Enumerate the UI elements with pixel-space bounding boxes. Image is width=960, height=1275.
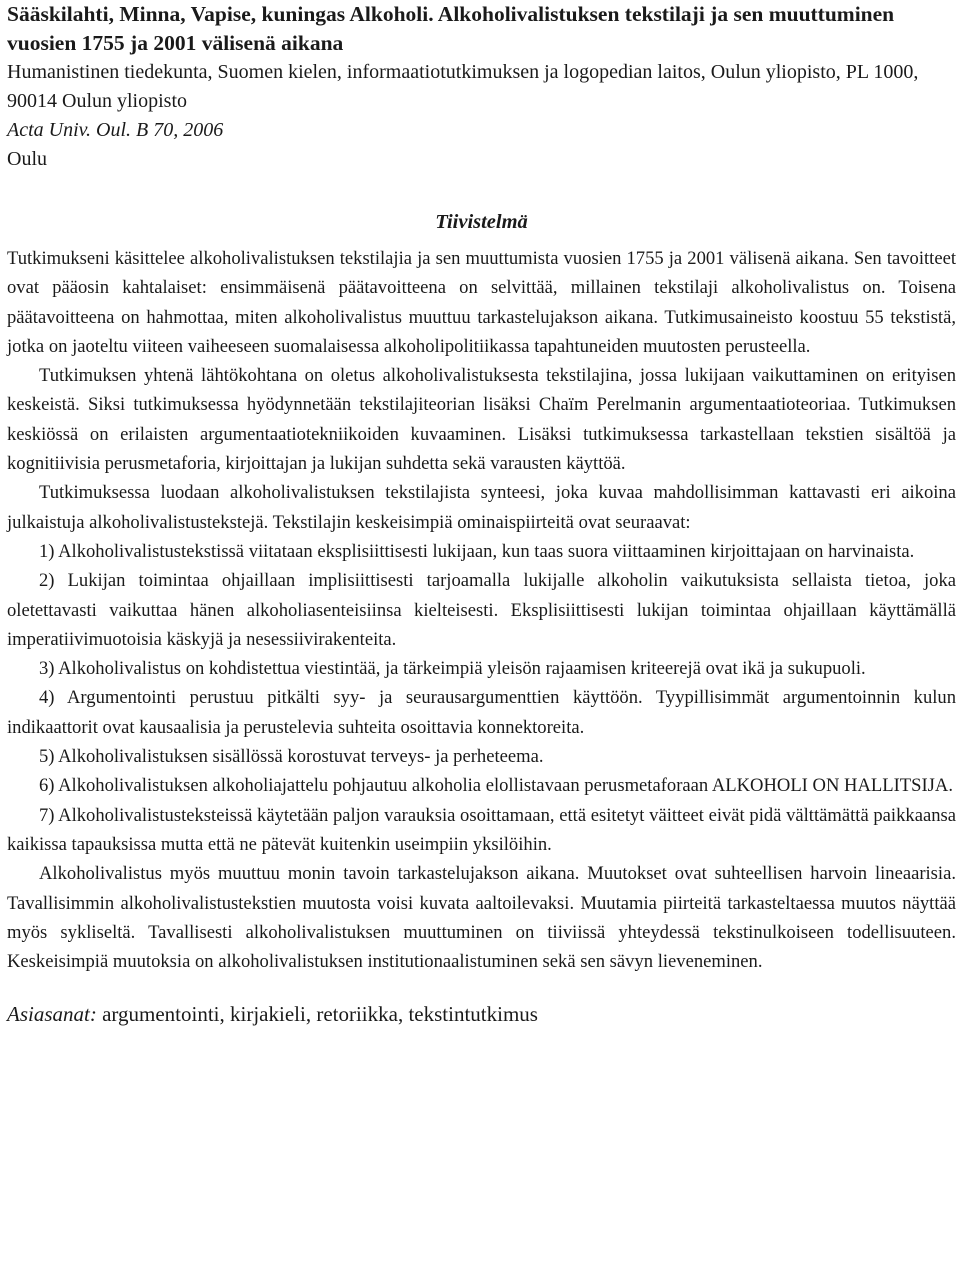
abstract-paragraph-final: Alkoholivalistus myös muuttuu monin tavoin tarkastelujakson aikana. Muutokset ovat suhteellisen harvoin lineaarisia. Tavallisimmin alkoholivalistustekstien muutosta voisi kuvata aaltoilevaksi. Muutamia piirteitä tarkasteltaessa muutos näyttää myös sykliseltä. Tavallisesti alkoholivalistuksen muuttuminen on tiiviissä yhteydessä tekstinulkoiseen todellisuuteen. Keskeisimpiä muutoksia on alkoholivalistuksen institutionaalistuminen sekä sen sävyn lieveneminen.: [7, 863, 956, 973]
feature-item-2: 2) Lukijan toimintaa ohjaillaan implisiittisesti tarjoamalla lukijalle alkoholin vaikutuksista sellaista tietoa, joka oletettavasti vaikuttaa hänen alkoholiasenteisiinsa kielteisesti. Eksplisiittisesti lukijan toimintaa ohjaillaan käyttämällä imperatiivimuotoisia käskyjä ja nesessiivirakenteita.: [7, 570, 956, 650]
abstract-body: [7, 244, 956, 976]
feature-item-1: 1) Alkoholivalistustekstissä viitataan eksplisiittisesti lukijaan, kun taas suora viittaaminen kirjoittajaan on harvinaista.: [39, 540, 915, 562]
publication-place: Oulu: [7, 148, 47, 170]
series-citation: Acta Univ. Oul. B 70, 2006: [7, 119, 224, 141]
feature-item-6: 6) Alkoholivalistuksen alkoholiajattelu pohjautuu alkoholia elollistavaan perusmetaforaan ALKOHOLI ON HALLITSIJA.: [39, 775, 953, 797]
document-title: Sääskilahti, Minna, Vapise, kuningas Alkoholi. Alkoholivalistuksen tekstilaji ja sen muuttuminen vuosien 1755 ja 2001 välisenä aikana: [7, 2, 895, 55]
abstract-paragraph-3: Tutkimuksessa luodaan alkoholivalistuksen tekstilajista synteesi, joka kuvaa mahdollisimman kattavasti eri aikoina julkaistuja alkoholivalistustekstejä. Tekstilajin keskeisimpiä ominaispiirteitä ovat seuraavat:: [7, 482, 956, 533]
affiliation: Humanistinen tiedekunta, Suomen kielen, informaatiotutkimuksen ja logopedian laitos, Oulun yliopisto, PL 1000, 90014 Oulun yliopisto: [7, 61, 919, 112]
abstract-paragraph-1: Tutkimukseni käsittelee alkoholivalistuksen tekstilajia ja sen muuttumista vuosien 1755 ja 2001 välisenä aikana. Sen tavoitteet ovat pääosin kahtalaiset: ensimmäisenä päätavoitteena on selvittää, millainen tekstilaji alkoholivalistus on. Toisena päätavoitteena on hahmottaa, miten alkoholivalistus muuttuu tarkastelujakson aikana. Tutkimusaineisto koostuu 55 tekstistä, jotka on jaoteltu viiteen vaiheeseen suomalaisessa alkoholipolitiikassa tapahtuneiden muutosten perusteella.: [7, 248, 956, 357]
keywords-label: Asiasanat:: [7, 1002, 97, 1027]
keywords: [7, 1000, 956, 1029]
abstract-paragraph-2: Tutkimuksen yhtenä lähtökohtana on oletus alkoholivalistuksesta tekstilajina, jossa lukijaan vaikuttaminen on erityisen keskeistä. Siksi tutkimuksessa hyödynnetään tekstilajiteorian lisäksi Chaïm Perelmanin argumentaatioteoriaa. Tutkimuksen keskiössä on erilaisten argumentaatiotekniikoiden kuvaaminen. Lisäksi tutkimuksessa tarkastellaan tekstien sisältöä ja kognitiivisia perusmetaforia, kirjoittajan ja lukijan suhdetta sekä varausten käyttöä.: [7, 365, 956, 475]
abstract-heading: Tiivistelmä: [435, 211, 528, 233]
feature-item-7: 7) Alkoholivalistusteksteissä käytetään paljon varauksia osoittamaan, että esitetyt väitteet eivät pidä välttämättä paikkaansa kaikissa tapauksissa mutta että ne pätevät kuitenkin useimpiin yksilöihin.: [7, 804, 956, 855]
feature-item-3: 3) Alkoholivalistus on kohdistettua viestintää, ja tärkeimpiä yleisön rajaamisen kriteerejä ovat ikä ja sukupuoli.: [39, 658, 866, 680]
keywords-value: argumentointi, kirjakieli, retoriikka, tekstintutkimus: [102, 1002, 538, 1027]
feature-item-5: 5) Alkoholivalistuksen sisällössä korostuvat terveys- ja perheteema.: [39, 746, 544, 768]
feature-item-4: 4) Argumentointi perustuu pitkälti syy- ja seurausargumenttien käyttöön. Tyypillisimmät argumentoinnin kulun indikaattorit ovat kausaalisia ja perustelevia suhteita osoittavia konnektoreita.: [7, 687, 956, 738]
